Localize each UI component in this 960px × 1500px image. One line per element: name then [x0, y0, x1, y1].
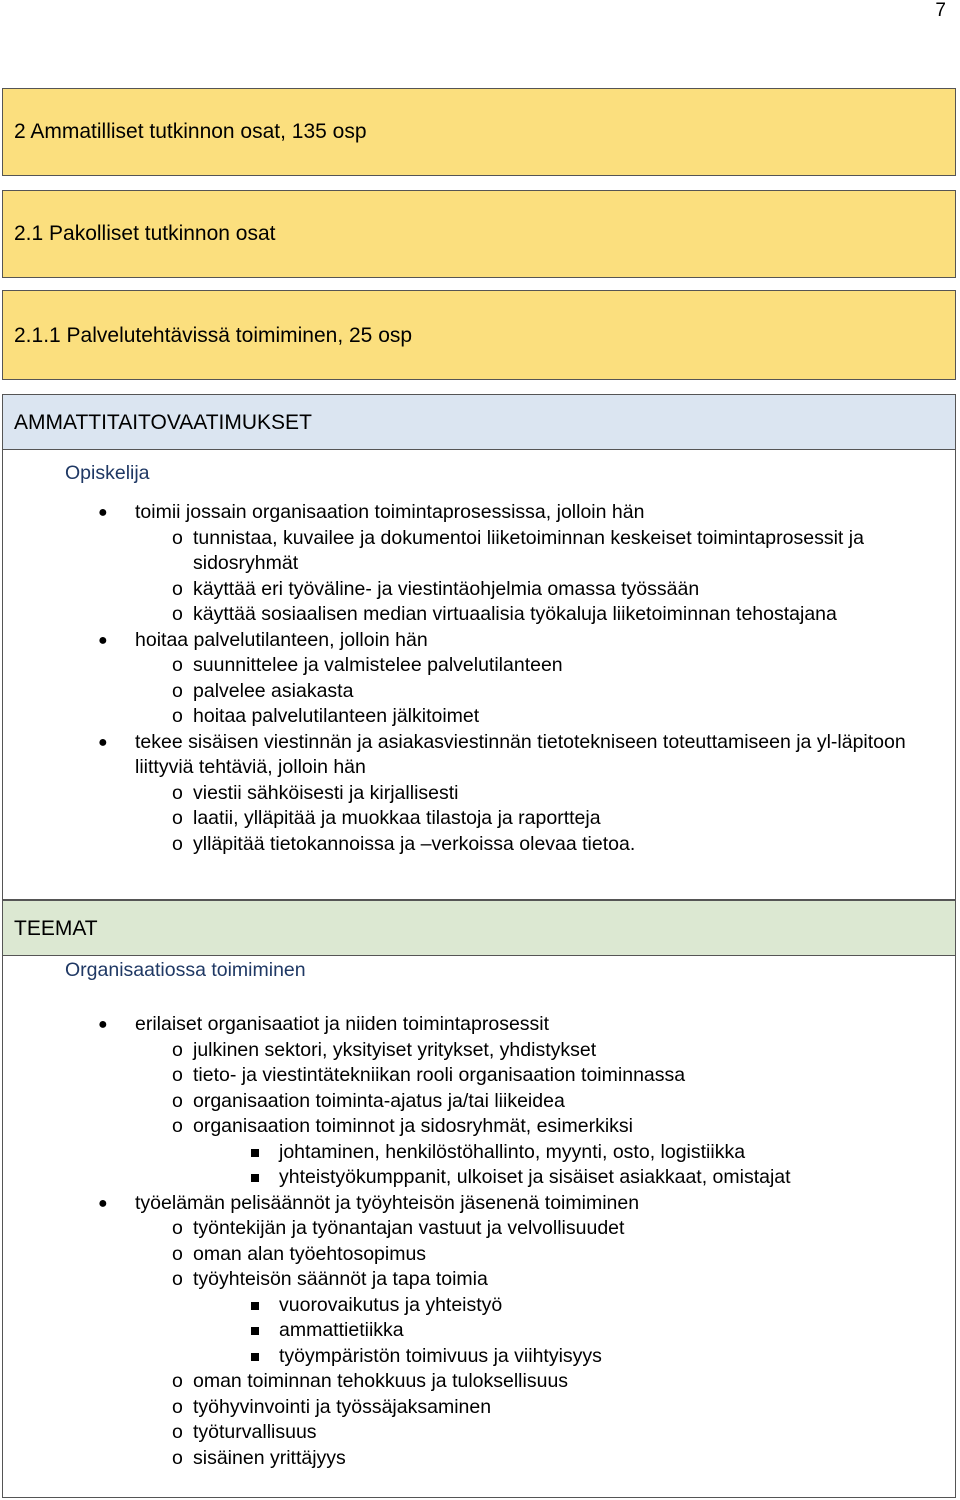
- theme-subitem: [135, 1063, 955, 1089]
- subsection-title-box: [2, 190, 956, 278]
- theme-subitem-text: organisaation toiminta-ajatus ja/tai liikeidea: [193, 1089, 565, 1112]
- requirements-subject: Opiskelija: [65, 462, 150, 484]
- circle-bullet-icon: o: [172, 832, 183, 855]
- theme-subitem: [135, 1267, 955, 1369]
- requirement-item: [3, 500, 955, 628]
- circle-bullet-icon: o: [172, 807, 183, 829]
- requirement-subitem: [135, 806, 955, 832]
- requirements-header-box: [2, 394, 956, 450]
- requirement-item: [3, 730, 955, 858]
- theme-subsubitem: [193, 1318, 955, 1344]
- square-bullet-icon: [251, 1327, 259, 1335]
- theme-subsubitem: [193, 1165, 955, 1191]
- bullet-icon: ●: [98, 1194, 108, 1212]
- theme-subsubitem-text: vuorovaikutus ja yhteistyö: [279, 1293, 503, 1316]
- theme-subitem-text: työntekijän ja työnantajan vastuut ja velvollisuudet: [193, 1217, 625, 1239]
- themes-list: [3, 1012, 955, 1471]
- theme-subitem-text: työturvallisuus: [193, 1421, 317, 1443]
- requirement-subitem-text: tunnistaa, kuvailee ja dokumentoi liiketoiminnan keskeiset toimintaprosessit ja sidosryhmät: [193, 526, 864, 574]
- requirement-subitem-text: hoitaa palvelutilanteen jälkitoimet: [193, 705, 480, 727]
- theme-subitem: [135, 1369, 955, 1395]
- circle-bullet-icon: o: [172, 526, 183, 549]
- requirement-subitem-text: käyttää eri työväline- ja viestintäohjelmia omassa työssään: [193, 577, 700, 600]
- theme-subitem: [135, 1242, 955, 1268]
- circle-bullet-icon: o: [172, 1268, 183, 1290]
- requirement-sublist: [135, 526, 955, 628]
- subsection-title: 2.1 Pakolliset tutkinnon osat: [14, 222, 276, 245]
- theme-item: [3, 1012, 955, 1191]
- circle-bullet-icon: o: [172, 1089, 183, 1112]
- square-bullet-icon: [251, 1174, 259, 1182]
- theme-subitem: [135, 1216, 955, 1242]
- unit-title-box: [2, 290, 956, 380]
- circle-bullet-icon: o: [172, 1242, 183, 1265]
- theme-subitem: [135, 1446, 955, 1472]
- requirements-content: [2, 450, 956, 900]
- theme-subitem-text: työyhteisön säännöt ja tapa toimia: [193, 1268, 488, 1290]
- circle-bullet-icon: o: [172, 679, 183, 702]
- circle-bullet-icon: o: [172, 577, 183, 600]
- page-number: 7: [935, 0, 946, 21]
- requirement-subitem: [135, 653, 955, 679]
- square-bullet-icon: [251, 1149, 259, 1157]
- theme-subitem-text: julkinen sektori, yksityiset yritykset, yhdistykset: [193, 1038, 597, 1061]
- circle-bullet-icon: o: [172, 1395, 183, 1418]
- theme-text: erilaiset organisaatiot ja niiden toimintaprosessit: [135, 1013, 550, 1035]
- bullet-icon: ●: [98, 504, 108, 521]
- themes-header: TEEMAT: [14, 917, 98, 940]
- section-title: 2 Ammatilliset tutkinnon osat, 135 osp: [14, 120, 367, 143]
- circle-bullet-icon: o: [172, 1064, 183, 1086]
- square-bullet-icon: [251, 1353, 259, 1361]
- section-title-box: [2, 88, 956, 176]
- requirement-subitem: [135, 602, 955, 628]
- theme-item: [3, 1191, 955, 1472]
- requirement-item: [3, 628, 955, 730]
- theme-subsubitem: [193, 1344, 955, 1370]
- bullet-icon: ●: [98, 733, 108, 751]
- requirement-subitem-text: suunnittelee ja valmistelee palvelutilanteen: [193, 654, 563, 676]
- requirement-text: hoitaa palvelutilanteen, jolloin hän: [135, 628, 428, 651]
- circle-bullet-icon: o: [172, 705, 183, 727]
- circle-bullet-icon: o: [172, 1370, 183, 1392]
- theme-subitem: [135, 1038, 955, 1064]
- requirements-list: [3, 500, 955, 857]
- circle-bullet-icon: o: [172, 1115, 183, 1137]
- unit-title: 2.1.1 Palvelutehtävissä toimiminen, 25 osp: [14, 324, 413, 347]
- theme-subitem: [135, 1089, 955, 1115]
- requirement-subitem: [135, 679, 955, 705]
- requirement-subitem: [135, 781, 955, 807]
- requirement-subitem-text: käyttää sosiaalisen median virtuaalisia työkaluja liiketoiminnan tehostajana: [193, 603, 837, 625]
- theme-subsubitem: [193, 1293, 955, 1319]
- theme-subsubitem-text: ammattietiikka: [279, 1319, 404, 1341]
- theme-subitem: [135, 1114, 955, 1191]
- requirement-subitem: [135, 704, 955, 730]
- theme-subsublist: [193, 1140, 955, 1191]
- requirement-subitem: [135, 526, 955, 577]
- themes-subheading: Organisaatiossa toimiminen: [65, 959, 306, 981]
- theme-subsubitem-text: työympäristön toimivuus ja viihtyisyys: [279, 1344, 602, 1367]
- theme-text: työelämän pelisäännöt ja työyhteisön jäsenenä toimiminen: [135, 1191, 640, 1214]
- requirements-header: AMMATTITAITOVAATIMUKSET: [14, 411, 312, 434]
- theme-subsublist: [193, 1293, 955, 1370]
- requirement-sublist: [135, 653, 955, 730]
- circle-bullet-icon: o: [172, 1217, 183, 1239]
- square-bullet-icon: [251, 1302, 259, 1310]
- requirement-text: toimii jossain organisaation toimintaprosessissa, jolloin hän: [135, 501, 645, 523]
- theme-subitem: [135, 1395, 955, 1421]
- requirement-subitem-text: laatii, ylläpitää ja muokkaa tilastoja ja raportteja: [193, 807, 601, 829]
- theme-subitem-text: työhyvinvointi ja työssäjaksaminen: [193, 1395, 492, 1418]
- requirement-subitem: [135, 832, 955, 858]
- requirement-subitem-text: ylläpitää tietokannoissa ja –verkoissa olevaa tietoa.: [193, 832, 636, 855]
- circle-bullet-icon: o: [172, 654, 183, 676]
- circle-bullet-icon: o: [172, 1038, 183, 1061]
- theme-subitem-text: sisäinen yrittäjyys: [193, 1446, 346, 1469]
- theme-subitem: [135, 1420, 955, 1446]
- circle-bullet-icon: o: [172, 1421, 183, 1443]
- themes-content: [2, 956, 956, 1498]
- theme-subitem-text: tieto- ja viestintätekniikan rooli organisaation toiminnassa: [193, 1064, 686, 1086]
- theme-subitem-text: oman toiminnan tehokkuus ja tuloksellisuus: [193, 1370, 569, 1392]
- circle-bullet-icon: o: [172, 1446, 183, 1469]
- theme-subitem-text: organisaation toiminnot ja sidosryhmät, esimerkiksi: [193, 1115, 634, 1137]
- requirement-subitem-text: viestii sähköisesti ja kirjallisesti: [193, 781, 459, 804]
- theme-subsubitem-text: johtaminen, henkilöstöhallinto, myynti, osto, logistiikka: [279, 1140, 746, 1163]
- requirement-subitem-text: palvelee asiakasta: [193, 679, 354, 702]
- theme-sublist: [135, 1216, 955, 1471]
- requirement-text: tekee sisäisen viestinnän ja asiakasviestinnän tietotekniseen toteuttamiseen ja yl-läpitoon liittyviä tehtäviä, jolloin hän: [135, 730, 906, 778]
- theme-subsubitem: [193, 1140, 955, 1166]
- theme-sublist: [135, 1038, 955, 1191]
- requirement-subitem: [135, 577, 955, 603]
- circle-bullet-icon: o: [172, 603, 183, 625]
- theme-subsubitem-text: yhteistyökumppanit, ulkoiset ja sisäiset asiakkaat, omistajat: [279, 1166, 791, 1188]
- theme-subitem-text: oman alan työehtosopimus: [193, 1242, 427, 1265]
- requirement-sublist: [135, 781, 955, 858]
- circle-bullet-icon: o: [172, 781, 183, 804]
- bullet-icon: ●: [98, 631, 108, 649]
- bullet-icon: ●: [98, 1016, 108, 1033]
- themes-header-box: [2, 900, 956, 956]
